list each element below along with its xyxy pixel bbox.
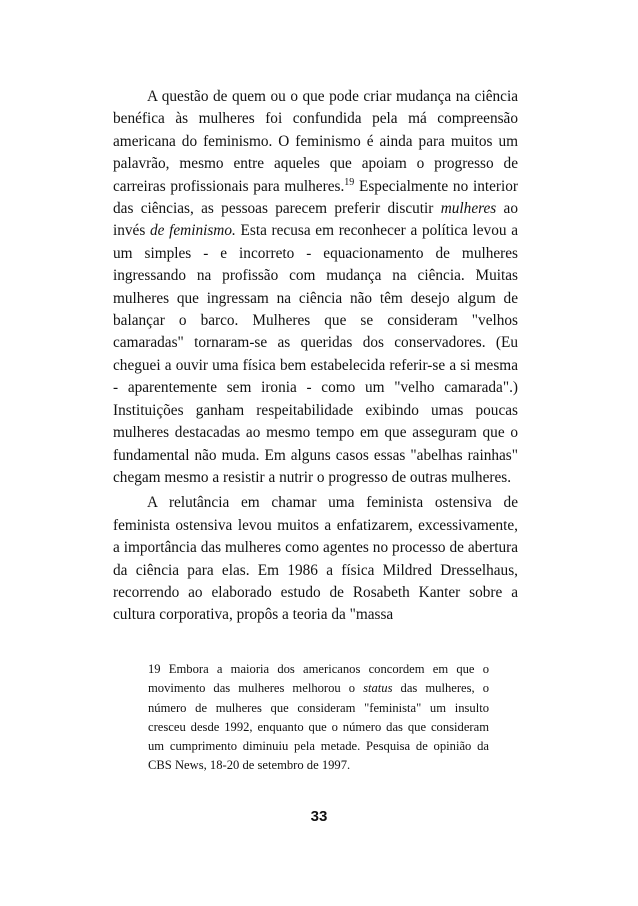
paragraph-1 xyxy=(113,86,518,489)
footnote-ref-19: 19 xyxy=(344,176,355,188)
paragraph-1-part-d: Esta recusa em reconhecer a política levou a um simples - e incorreto - equacionamento de mulheres ingressando na profissão com mudança na ciência. Muitas mulheres que ingressam na ciência não têm desejo algum de balançar o barco. Mulheres que se consideram "velhos camaradas" tornaram-se as queridas dos conservadores. (Eu cheguei a ouvir uma física bem estabelecida referir-se a si mesma - aparentemente sem ironia - como um "velho camarada".) Instituições ganham respeitabilidade exibindo umas poucas mulheres destacadas ao mesmo tempo em que asseguram que o fundamental não muda. Em alguns casos essas "abelhas rainhas" chegam mesmo a resistir a nutrir o progresso de outras mulheres. xyxy=(113,222,518,486)
emphasis-mulheres: mulheres xyxy=(440,200,497,218)
paragraph-1-part-a: A questão de quem ou o que pode criar mudança na ciência benéfica às mulheres foi confundida pela má compreensão americana do feminismo. O feminismo é ainda para muitos um palavrão, mesmo entre aqueles que apoiam o progresso de carreiras profissionais para mulheres. xyxy=(113,88,518,195)
emphasis-feminismo: de feminismo. xyxy=(149,222,236,240)
paragraph-2: A relutância em chamar uma feminista ostensiva de feminista ostensiva levou muitos a enfatizarem, excessivamente, a importância das mulheres como agentes no processo de abertura da ciência para elas. Em 1986 a física Mildred Dresselhaus, recorrendo ao elaborado estudo de Rosabeth Kanter sobre a cultura corporativa, propôs a teoria da "massa xyxy=(113,494,518,624)
main-text xyxy=(113,86,518,627)
footnote-part-a: 19 Embora a maioria dos americanos concordem em que o movimento das mulheres melhorou o xyxy=(148,662,489,696)
footnote-part-b: das mulheres, o número de mulheres que consideram "feminista" um insulto cresceu desde 1992, enquanto que o número das que consideram um cumprimento diminuiu pela metade. Pesquisa de opinião da CBS News, 18-20 de setembro de 1997. xyxy=(148,681,489,773)
footnote-19 xyxy=(148,660,489,776)
footnote-emphasis-status: status xyxy=(363,681,393,696)
paragraph-1-part-c: ao invés xyxy=(113,200,518,240)
paragraph-1-part-b: Especialmente no interior das ciências, as pessoas parecem preferir discutir xyxy=(113,177,518,218)
page-number: 33 xyxy=(310,808,328,825)
